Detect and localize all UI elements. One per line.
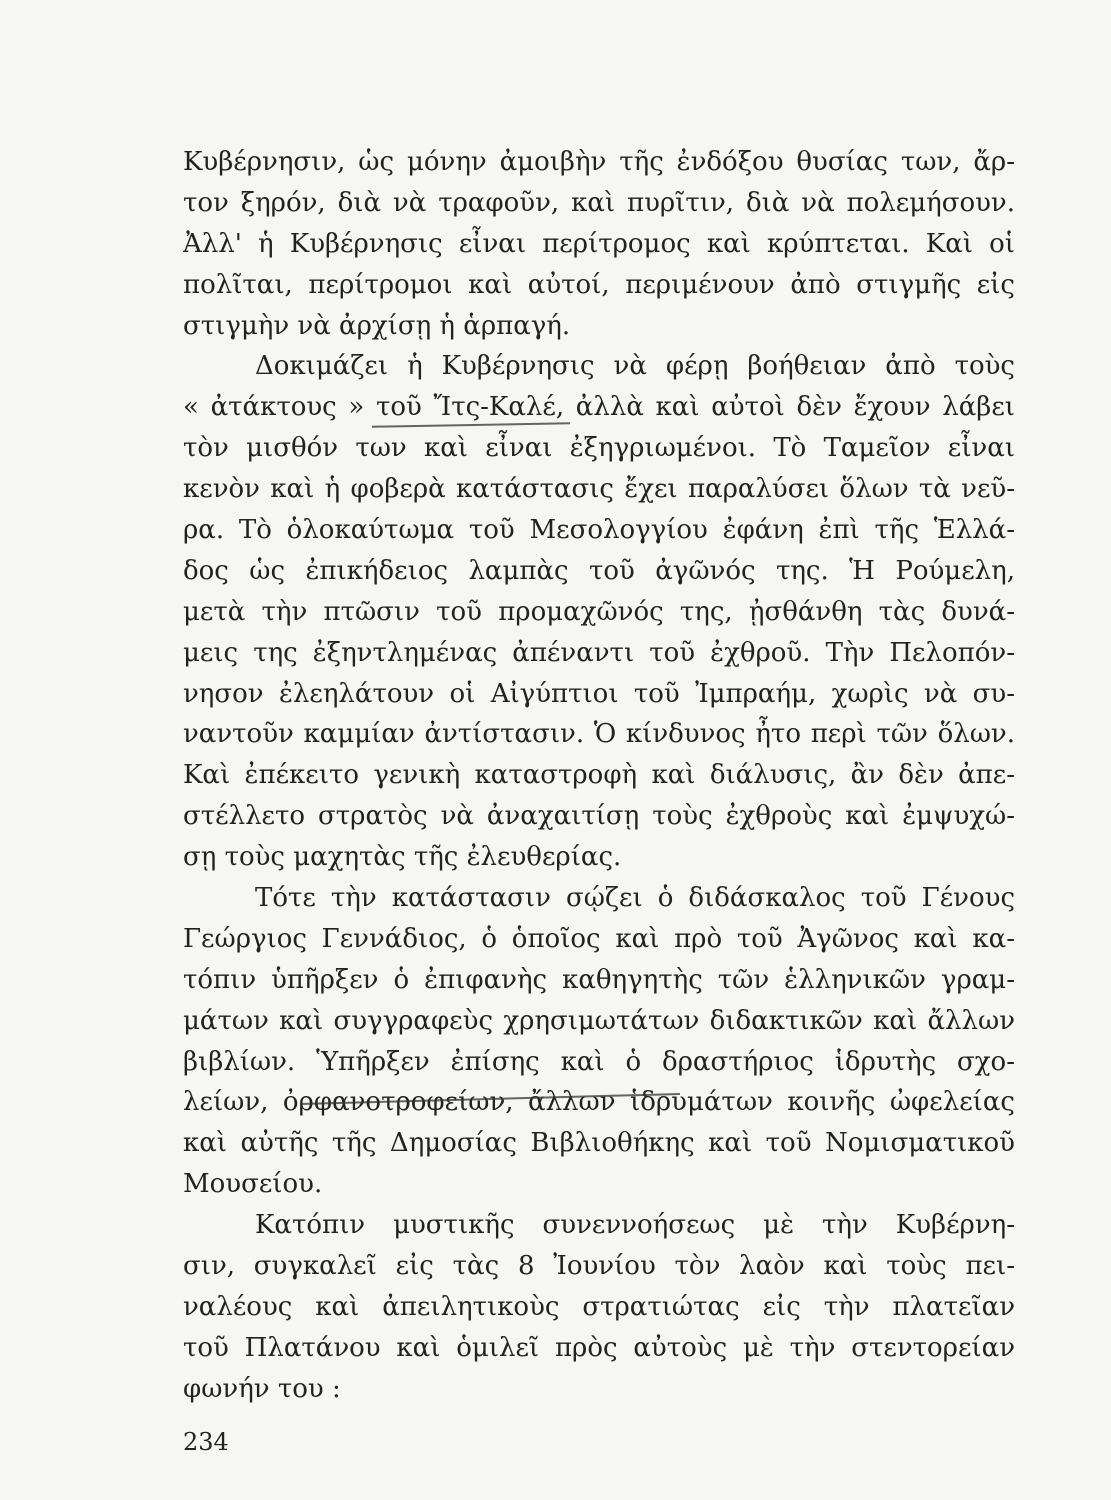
text-line: τοῦ Πλατάνου καὶ ὁμιλεῖ πρὸς αὐτοὺς μὲ τὴν στεντορείαν [183,1332,1015,1363]
text-line: ρα. Τὸ ὁλοκαύτωμα τοῦ Μεσολογγίου ἐφάνη ἐπὶ τῆς Ἑλλά- [183,515,1015,546]
text-line: φωνήν του : [183,1373,341,1404]
text-line: μετὰ τὴν πτῶσιν τοῦ προμαχῶνός της, ᾐσθάνθη τὰς δυνά- [183,596,1015,627]
text-line: καὶ αὐτῆς τῆς Δημοσίας Βιβλιοθήκης καὶ τοῦ Νομισματικοῦ [183,1128,1015,1159]
text-line: ναντοῦν καμμίαν ἀντίστασιν. Ὁ κίνδυνος ἦτο περὶ τῶν ὅλων. [183,719,1015,750]
body-text [183,142,1015,1410]
text-line: ναλέους καὶ ἀπειλητικοὺς στρατιώτας εἰς τὴν πλατεῖαν [183,1291,1015,1322]
page-number: 234 [183,1428,229,1456]
text-line: στιγμὴν νὰ ἀρχίσῃ ἡ ἁρπαγή. [183,310,571,341]
paragraph-start-line: Δοκιμάζει ἡ Κυβέρνησις νὰ φέρῃ βοήθειαν ἀπὸ τοὺς [255,351,1015,382]
text-line: Γεώργιος Γεννάδιος, ὁ ὁποῖος καὶ πρὸ τοῦ Ἀγῶνος καὶ κα- [183,923,1015,954]
text-line: τὸν μισθόν των καὶ εἶναι ἐξηγριωμένοι. Τὸ Ταμεῖον εἶναι [183,433,1015,464]
text-line: δος ὡς ἐπικήδειος λαμπὰς τοῦ ἀγῶνός της. Ἡ Ρούμελη, [183,555,1015,586]
text-line: μεις της ἐξηντλημένας ἀπέναντι τοῦ ἐχθροῦ. Τὴν Πελοπόν- [183,637,1015,668]
text-line: στέλλετο στρατὸς νὰ ἀναχαιτίσῃ τοὺς ἐχθροὺς καὶ ἐμψυχώ- [183,801,1015,832]
text-line: σῃ τοὺς μαχητὰς τῆς ἐλευθερίας. [183,842,622,873]
text-line: « ἀτάκτους » τοῦ Ἴτς-Καλέ, ἀλλὰ καὶ αὐτοὶ δὲν ἔχουν λάβει [183,392,1015,423]
text-line: βιβλίων. Ὑπῆρξεν ἐπίσης καὶ ὁ δραστήριος ἱδρυτὴς σχο- [183,1046,1015,1077]
text-line: τον ξηρόν, διὰ νὰ τραφοῦν, καὶ πυρῖτιν, διὰ νὰ πολεμήσουν. [183,187,1015,218]
text-line: Ἀλλ' ἡ Κυβέρνησις εἶναι περίτρομος καὶ κρύπτεται. Καὶ οἱ [183,228,1015,259]
text-line: Καὶ ἐπέκειτο γενικὴ καταστροφὴ καὶ διάλυσις, ἂν δὲν ἀπε- [183,760,1015,791]
text-line: νησον ἐλεηλάτουν οἱ Αἰγύπτιοι τοῦ Ἰμπραήμ, χωρὶς νὰ συ- [183,678,1015,709]
text-line: λείων, ὀρφανοτροφείων, ἄλλων ἱδρυμάτων κοινῆς ὠφελείας [183,1087,1015,1118]
text-line: τόπιν ὑπῆρξεν ὁ ἐπιφανὴς καθηγητὴς τῶν ἑλληνικῶν γραμ- [183,964,1015,995]
paragraph-start-line: Κατόπιν μυστικῆς συνεννοήσεως μὲ τὴν Κυβέρνη- [255,1210,1015,1241]
text-line: Μουσείου. [183,1169,323,1200]
paragraph-start-line: Τότε τὴν κατάστασιν σῴζει ὁ διδάσκαλος τοῦ Γένους [255,883,1015,914]
text-line: κενὸν καὶ ἡ φοβερὰ κατάστασις ἔχει παραλύσει ὅλων τὰ νεῦ- [183,474,1015,505]
text-line: Κυβέρνησιν, ὡς μόνην ἀμοιβὴν τῆς ἐνδόξου θυσίας των, ἄρ- [183,147,1015,177]
text-line: σιν, συγκαλεῖ εἰς τὰς 8 Ἰουνίου τὸν λαὸν καὶ τοὺς πει- [183,1251,1015,1282]
text-line: πολῖται, περίτρομοι καὶ αὐτοί, περιμένουν ἀπὸ στιγμῆς εἰς [183,269,1015,300]
text-line: μάτων καὶ συγγραφεὺς χρησιμωτάτων διδακτικῶν καὶ ἄλλων [183,1005,1015,1036]
